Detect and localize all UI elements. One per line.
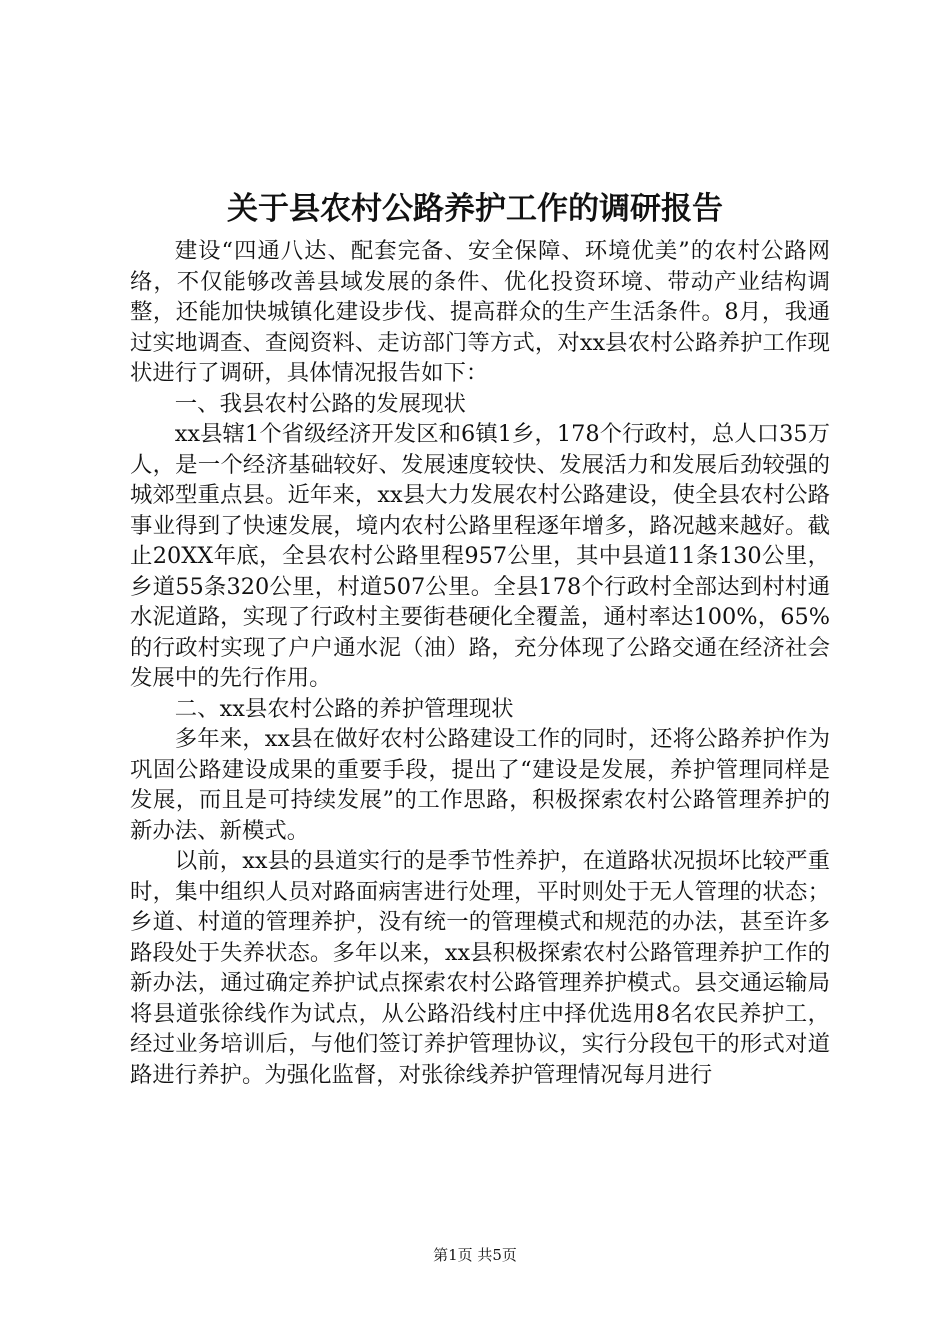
paragraph-intro: 建设“四通八达、配套完备、安全保障、环境优美”的农村公路网络，不仅能够改善县域发展的条件、优化投资环境、带动产业结构调整，还能加快城镇化建设步伐、提高群众的生产生活条件。8月，我通过实地调查、查阅资料、走访部门等方式，对xx县农村公路养护工作现状进行了调研，具体情况报告如下：	[130, 238, 830, 386]
page-footer: 第1页 共5页	[433, 1246, 517, 1264]
paragraph-maintenance-approach: 多年来，xx县在做好农村公路建设工作的同时，还将公路养护作为巩固公路建设成果的重要手段，提出了“建设是发展，养护管理同样是发展，而且是可持续发展”的工作思路，积极探索农村公路管理养护的新办法、新模式。	[130, 726, 830, 844]
paragraph-development-status: xx县辖1个省级经济开发区和6镇1乡，178个行政村，总人口35万人，是一个经济基础较好、发展速度较快、发展活力和发展后劲较强的城郊型重点县。近年来，xx县大力发展农村公路建设，使全县农村公路事业得到了快速发展，境内农村公路里程逐年增多，路况越来越好。截止20XX年底，全县农村公路里程957公里，其中县道11条130公里，乡道55条320公里，村道507公里。全县178个行政村全部达到村村通水泥道路，实现了行政村主要街巷硬化全覆盖，通村率达100%，65%的行政村实现了户户通水泥（油）路，充分体现了公路交通在经济社会发展中的先行作用。	[130, 421, 830, 691]
section-heading-1: 一、我县农村公路的发展现状	[174, 390, 466, 417]
document-body	[130, 236, 830, 1090]
section-heading-2: 二、xx县农村公路的养护管理现状	[174, 695, 514, 722]
paragraph-maintenance-history: 以前，xx县的县道实行的是季节性养护，在道路状况损坏比较严重时，集中组织人员对路面病害进行处理，平时则处于无人管理的状态；乡道、村道的管理养护，没有统一的管理模式和规范的办法，甚至许多路段处于失养状态。多年以来，xx县积极探索农村公路管理养护工作的新办法，通过确定养护试点探索农村公路管理养护模式。县交通运输局将县道张徐线作为试点，从公路沿线村庄中择优选用8名农民养护工，经过业务培训后，与他们签订养护管理协议，实行分段包干的形式对道路进行养护。为强化监督，对张徐线养护管理情况每月进行	[130, 848, 830, 1088]
document-title: 关于县农村公路养护工作的调研报告	[227, 191, 723, 227]
